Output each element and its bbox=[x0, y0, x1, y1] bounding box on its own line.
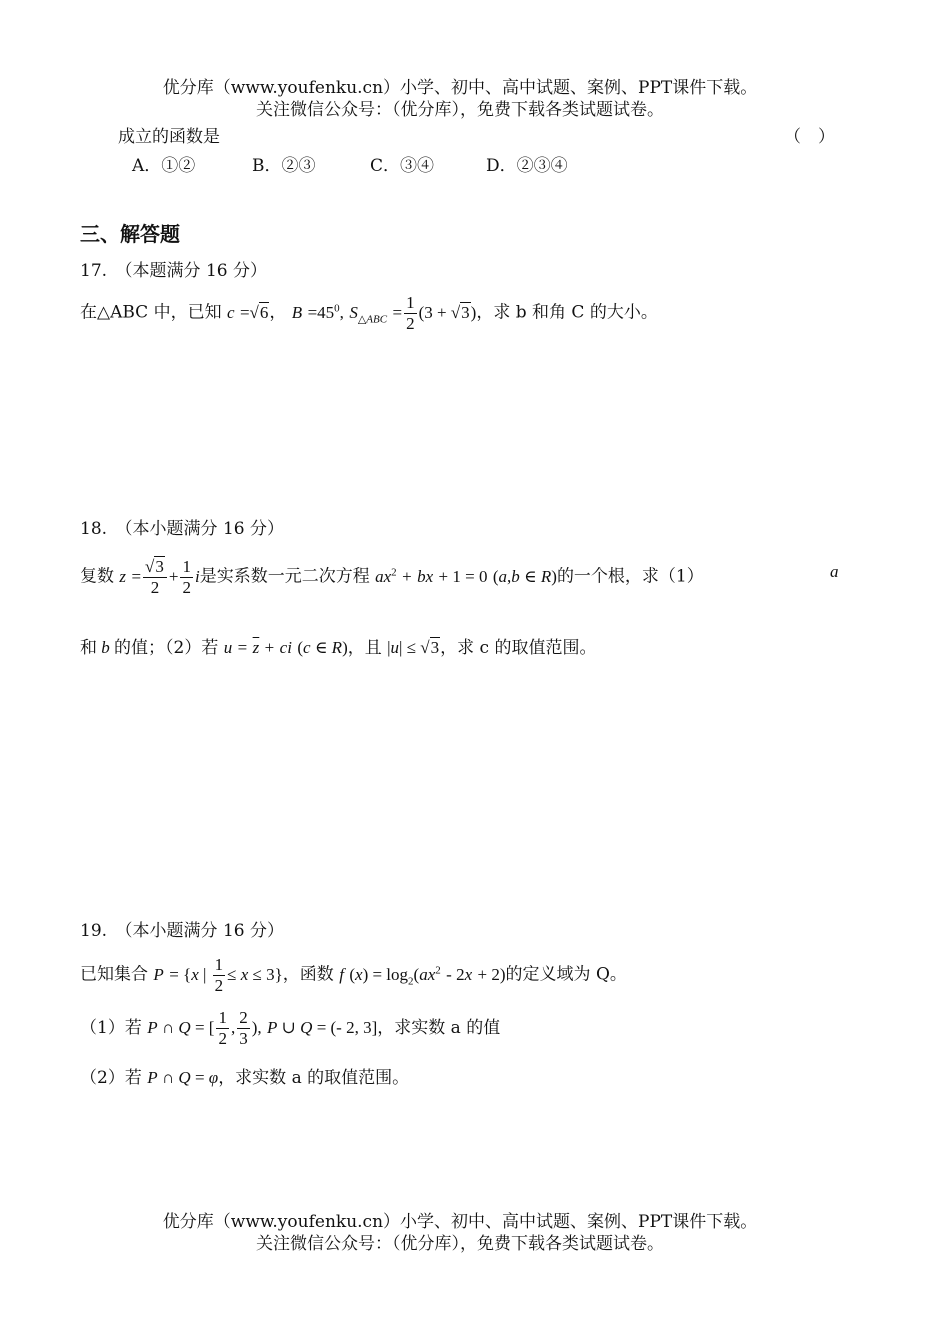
q18-var-a: a bbox=[830, 562, 839, 581]
option-d: D．②③④ bbox=[486, 156, 568, 176]
q19-part2-text: ，求实数 a 的取值范围。 bbox=[218, 1068, 410, 1088]
q17-text-3: ，求 b 和角 C 的大小。 bbox=[476, 302, 658, 323]
header-line-1: 优分库（www.youfenku.cn）小学、初中、高中试题、案例、PPT课件下载。 bbox=[162, 78, 758, 98]
option-b: B．②③ bbox=[252, 156, 316, 176]
answer-bracket: （ ） bbox=[784, 127, 835, 147]
q18-formula-eq: $ax^2$ + bx + 1 = 0 (a,b ∈ R) bbox=[375, 566, 557, 586]
header-line-2: 关注微信公众号：（优分库），免费下载各类试题试卷。 bbox=[256, 100, 664, 120]
q19-text-2: ，函数 bbox=[282, 964, 334, 985]
q19-part1-text: ，求实数 a 的值 bbox=[377, 1018, 501, 1038]
q19-line-1 bbox=[80, 948, 627, 995]
q18-text-2: 是实系数一元二次方程 bbox=[199, 566, 370, 587]
q19-part-1 bbox=[80, 1006, 500, 1050]
q19-heading: 19. （本小题满分 16 分） bbox=[80, 921, 284, 941]
footer-line-1: 优分库（www.youfenku.cn）小学、初中、高中试题、案例、PPT课件下载。 bbox=[162, 1212, 758, 1232]
q17-text-2: ， bbox=[269, 302, 287, 323]
q19-part1-label: （1）若 bbox=[80, 1018, 142, 1038]
q19-formula-cond1: P ∩ Q = [ $\frac{1}{2}$ , $\frac{2}{3}$ ), P ∪ Q = (- 2, 3] bbox=[147, 1008, 378, 1048]
q19-formula-f: f $(x) = \log_2(ax^2 - 2x + 2)$ bbox=[339, 964, 506, 988]
q16-stem-tail: 成立的函数是 bbox=[118, 127, 220, 147]
q18-text-5: 的值；（2）若 bbox=[114, 638, 219, 658]
q18-formula-z: z = $\frac{√3}{2}$ + $\frac{1}{2}$ i bbox=[119, 556, 200, 597]
q18-line-2 bbox=[80, 628, 596, 668]
q18-line-1 bbox=[80, 552, 704, 602]
q18-text-6: ，且 bbox=[347, 638, 382, 658]
section-title: 三、解答题 bbox=[80, 222, 180, 246]
q18-text-1: 复数 bbox=[80, 566, 114, 587]
q18-text-7: ，求 c 的取值范围。 bbox=[440, 638, 597, 658]
q18-formula-abs: |u| ≤ √3 bbox=[387, 638, 440, 657]
q17-text-1: 在△ABC 中，已知 bbox=[80, 302, 222, 323]
q19-text-1: 已知集合 bbox=[80, 964, 148, 985]
option-a: A．①② bbox=[132, 156, 196, 176]
q18-var-b: b bbox=[97, 638, 114, 657]
q17-formula-b: $B =45^0$, $S_{\triangle ABC}$ = $\frac{1}{2}$ (3 + √3) bbox=[291, 292, 477, 333]
q18-heading: 18. （本小题满分 16 分） bbox=[80, 519, 284, 539]
q19-text-3: 的定义域为 Q。 bbox=[505, 964, 627, 985]
q18-text-3: 的一个根，求（1） bbox=[556, 566, 704, 587]
q17-body bbox=[80, 288, 658, 333]
q18-text-4: 和 bbox=[80, 638, 97, 658]
option-c: C．③④ bbox=[370, 156, 435, 176]
q17-heading: 17. （本题满分 16 分） bbox=[80, 261, 267, 281]
footer-line-2: 关注微信公众号：（优分库），免费下载各类试题试卷。 bbox=[256, 1234, 664, 1254]
q19-part2-label: （2）若 bbox=[80, 1068, 142, 1088]
q19-formula-cond2: P ∩ Q = φ bbox=[147, 1068, 219, 1087]
q19-part-2 bbox=[80, 1058, 409, 1098]
q17-formula-c: c =√6 bbox=[226, 302, 269, 322]
q18-formula-u: $u = \overline{z}$ + ci (c ∈ R) bbox=[223, 638, 348, 657]
q19-formula-p: P = {x | $\frac{1}{2}$ ≤ x ≤ 3} bbox=[153, 954, 283, 995]
